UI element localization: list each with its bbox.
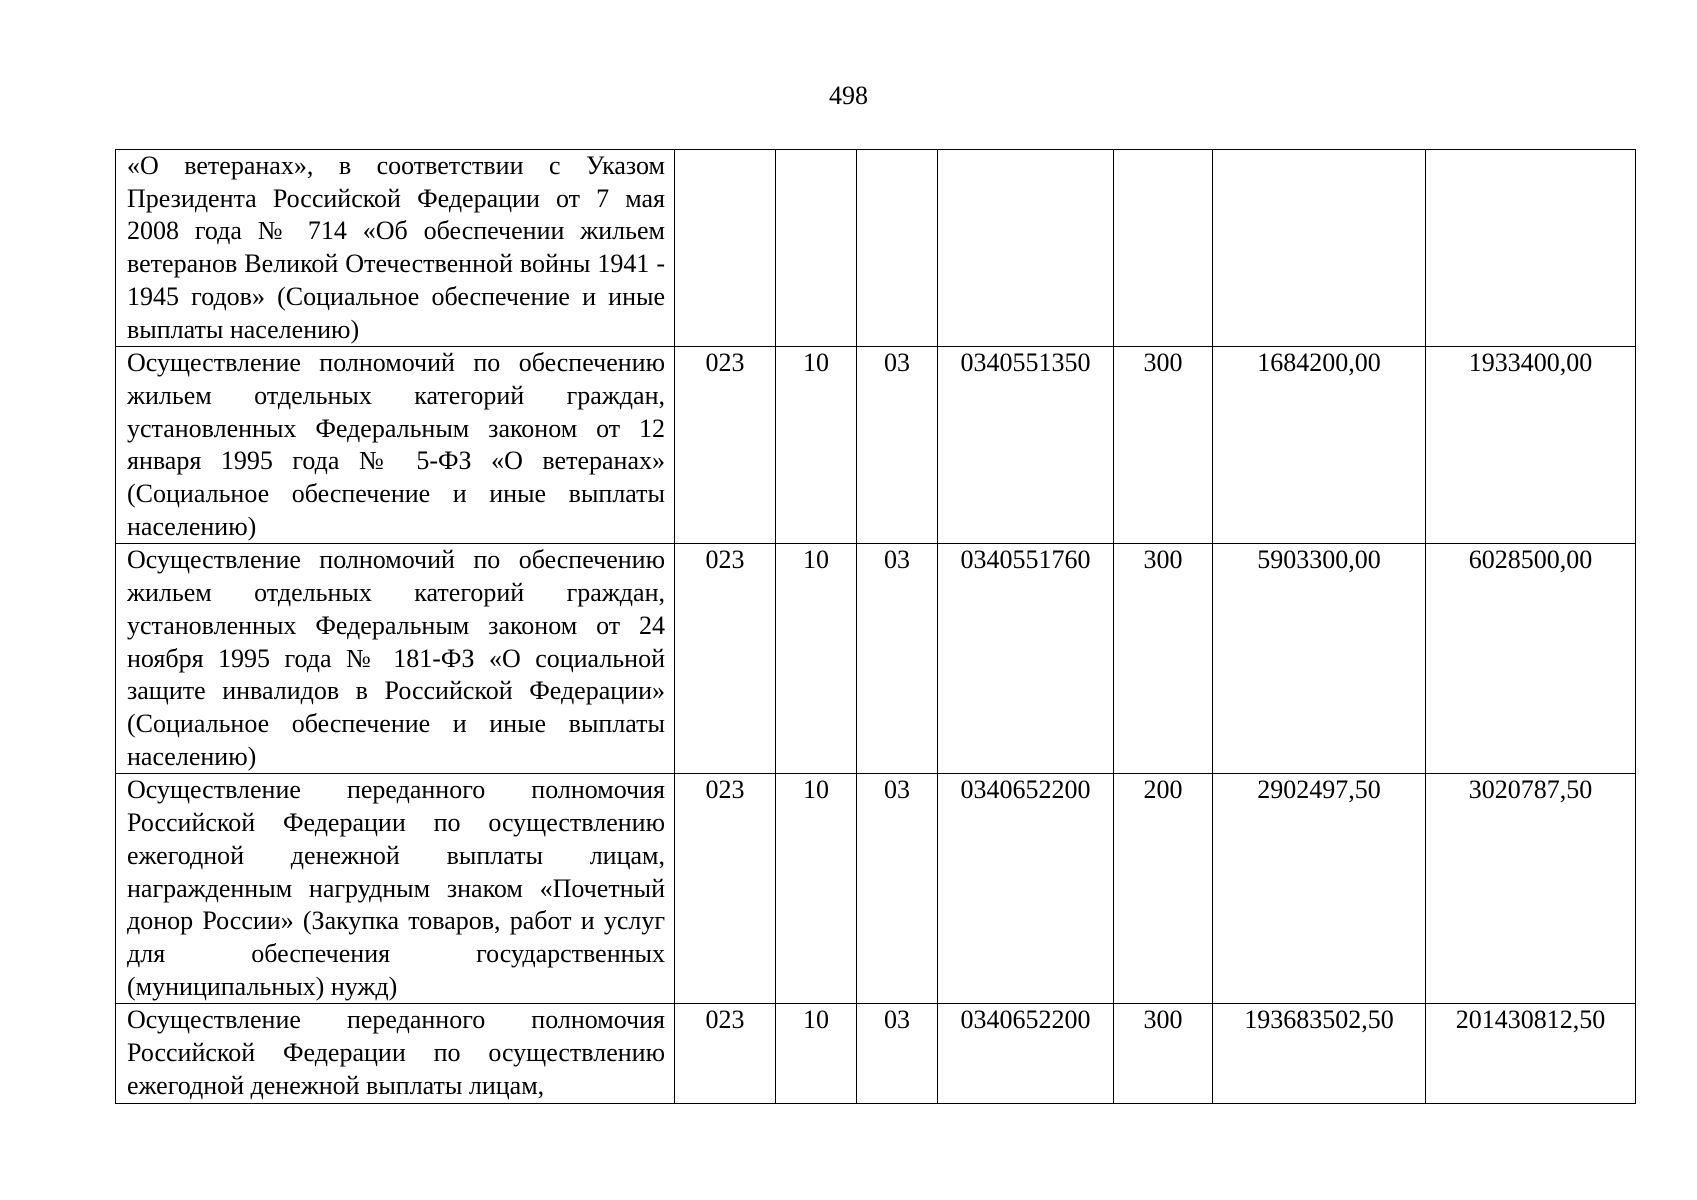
ministry-cell: 023 [675, 1004, 776, 1103]
amount-year1-cell: 1684200,00 [1213, 347, 1426, 544]
description-cell: Осуществление переданного полномочия Российской Федерации по осуществлению ежегодной денежной выплаты лицам, награжденным нагрудным знаком «Почетный донор России» (Закупка товаров, работ и услуг для обеспечения государственных (муниципальных) нужд) [116, 774, 675, 1004]
ministry-cell: 023 [675, 544, 776, 774]
subsection-cell: 03 [857, 774, 938, 1004]
ministry-cell: 023 [675, 774, 776, 1004]
table-row [116, 347, 1636, 544]
target-article-cell: 0340551350 [938, 347, 1114, 544]
subsection-cell [857, 150, 938, 347]
section-cell: 10 [776, 1004, 857, 1103]
description-cell: Осуществление полномочий по обеспечению жильем отдельных категорий граждан, установленных Федеральным законом от 12 января 1995 года № 5-ФЗ «О ветеранах» (Социальное обеспечение и иные выплаты населению) [116, 347, 675, 544]
amount-year2-cell: 3020787,50 [1426, 774, 1636, 1004]
target-article-cell: 0340551760 [938, 544, 1114, 774]
amount-year1-cell [1213, 150, 1426, 347]
table-row [116, 150, 1636, 347]
table-row [116, 774, 1636, 1004]
section-cell: 10 [776, 544, 857, 774]
amount-year2-cell: 6028500,00 [1426, 544, 1636, 774]
subsection-cell: 03 [857, 1004, 938, 1103]
subsection-cell: 03 [857, 544, 938, 774]
amount-year2-cell: 1933400,00 [1426, 347, 1636, 544]
budget-table [115, 149, 1636, 1104]
section-cell [776, 150, 857, 347]
target-article-cell [938, 150, 1114, 347]
ministry-cell [675, 150, 776, 347]
description-cell: Осуществление полномочий по обеспечению жильем отдельных категорий граждан, установленных Федеральным законом от 24 ноября 1995 года № 181-ФЗ «О социальной защите инвалидов в Российской Федерации» (Социальное обеспечение и иные выплаты населению) [116, 544, 675, 774]
subsection-cell: 03 [857, 347, 938, 544]
ministry-cell: 023 [675, 347, 776, 544]
amount-year1-cell: 193683502,50 [1213, 1004, 1426, 1103]
expense-type-cell: 300 [1114, 347, 1213, 544]
page-number: 498 [829, 81, 868, 110]
section-cell: 10 [776, 774, 857, 1004]
table-row [116, 1004, 1636, 1103]
section-cell: 10 [776, 347, 857, 544]
target-article-cell: 0340652200 [938, 1004, 1114, 1103]
expense-type-cell: 300 [1114, 544, 1213, 774]
description-cell: «О ветеранах», в соответствии с Указом Президента Российской Федерации от 7 мая 2008 года № 714 «Об обеспечении жильем ветеранов Великой Отечественной войны 1941 - 1945 годов» (Социальное обеспечение и иные выплаты населению) [116, 150, 675, 347]
target-article-cell: 0340652200 [938, 774, 1114, 1004]
expense-type-cell: 200 [1114, 774, 1213, 1004]
amount-year1-cell: 2902497,50 [1213, 774, 1426, 1004]
amount-year2-cell [1426, 150, 1636, 347]
expense-type-cell [1114, 150, 1213, 347]
expense-type-cell: 300 [1114, 1004, 1213, 1103]
table-row [116, 544, 1636, 774]
amount-year1-cell: 5903300,00 [1213, 544, 1426, 774]
amount-year2-cell: 201430812,50 [1426, 1004, 1636, 1103]
description-cell: Осуществление переданного полномочия Российской Федерации по осуществлению ежегодной денежной выплаты лицам, [116, 1004, 675, 1103]
